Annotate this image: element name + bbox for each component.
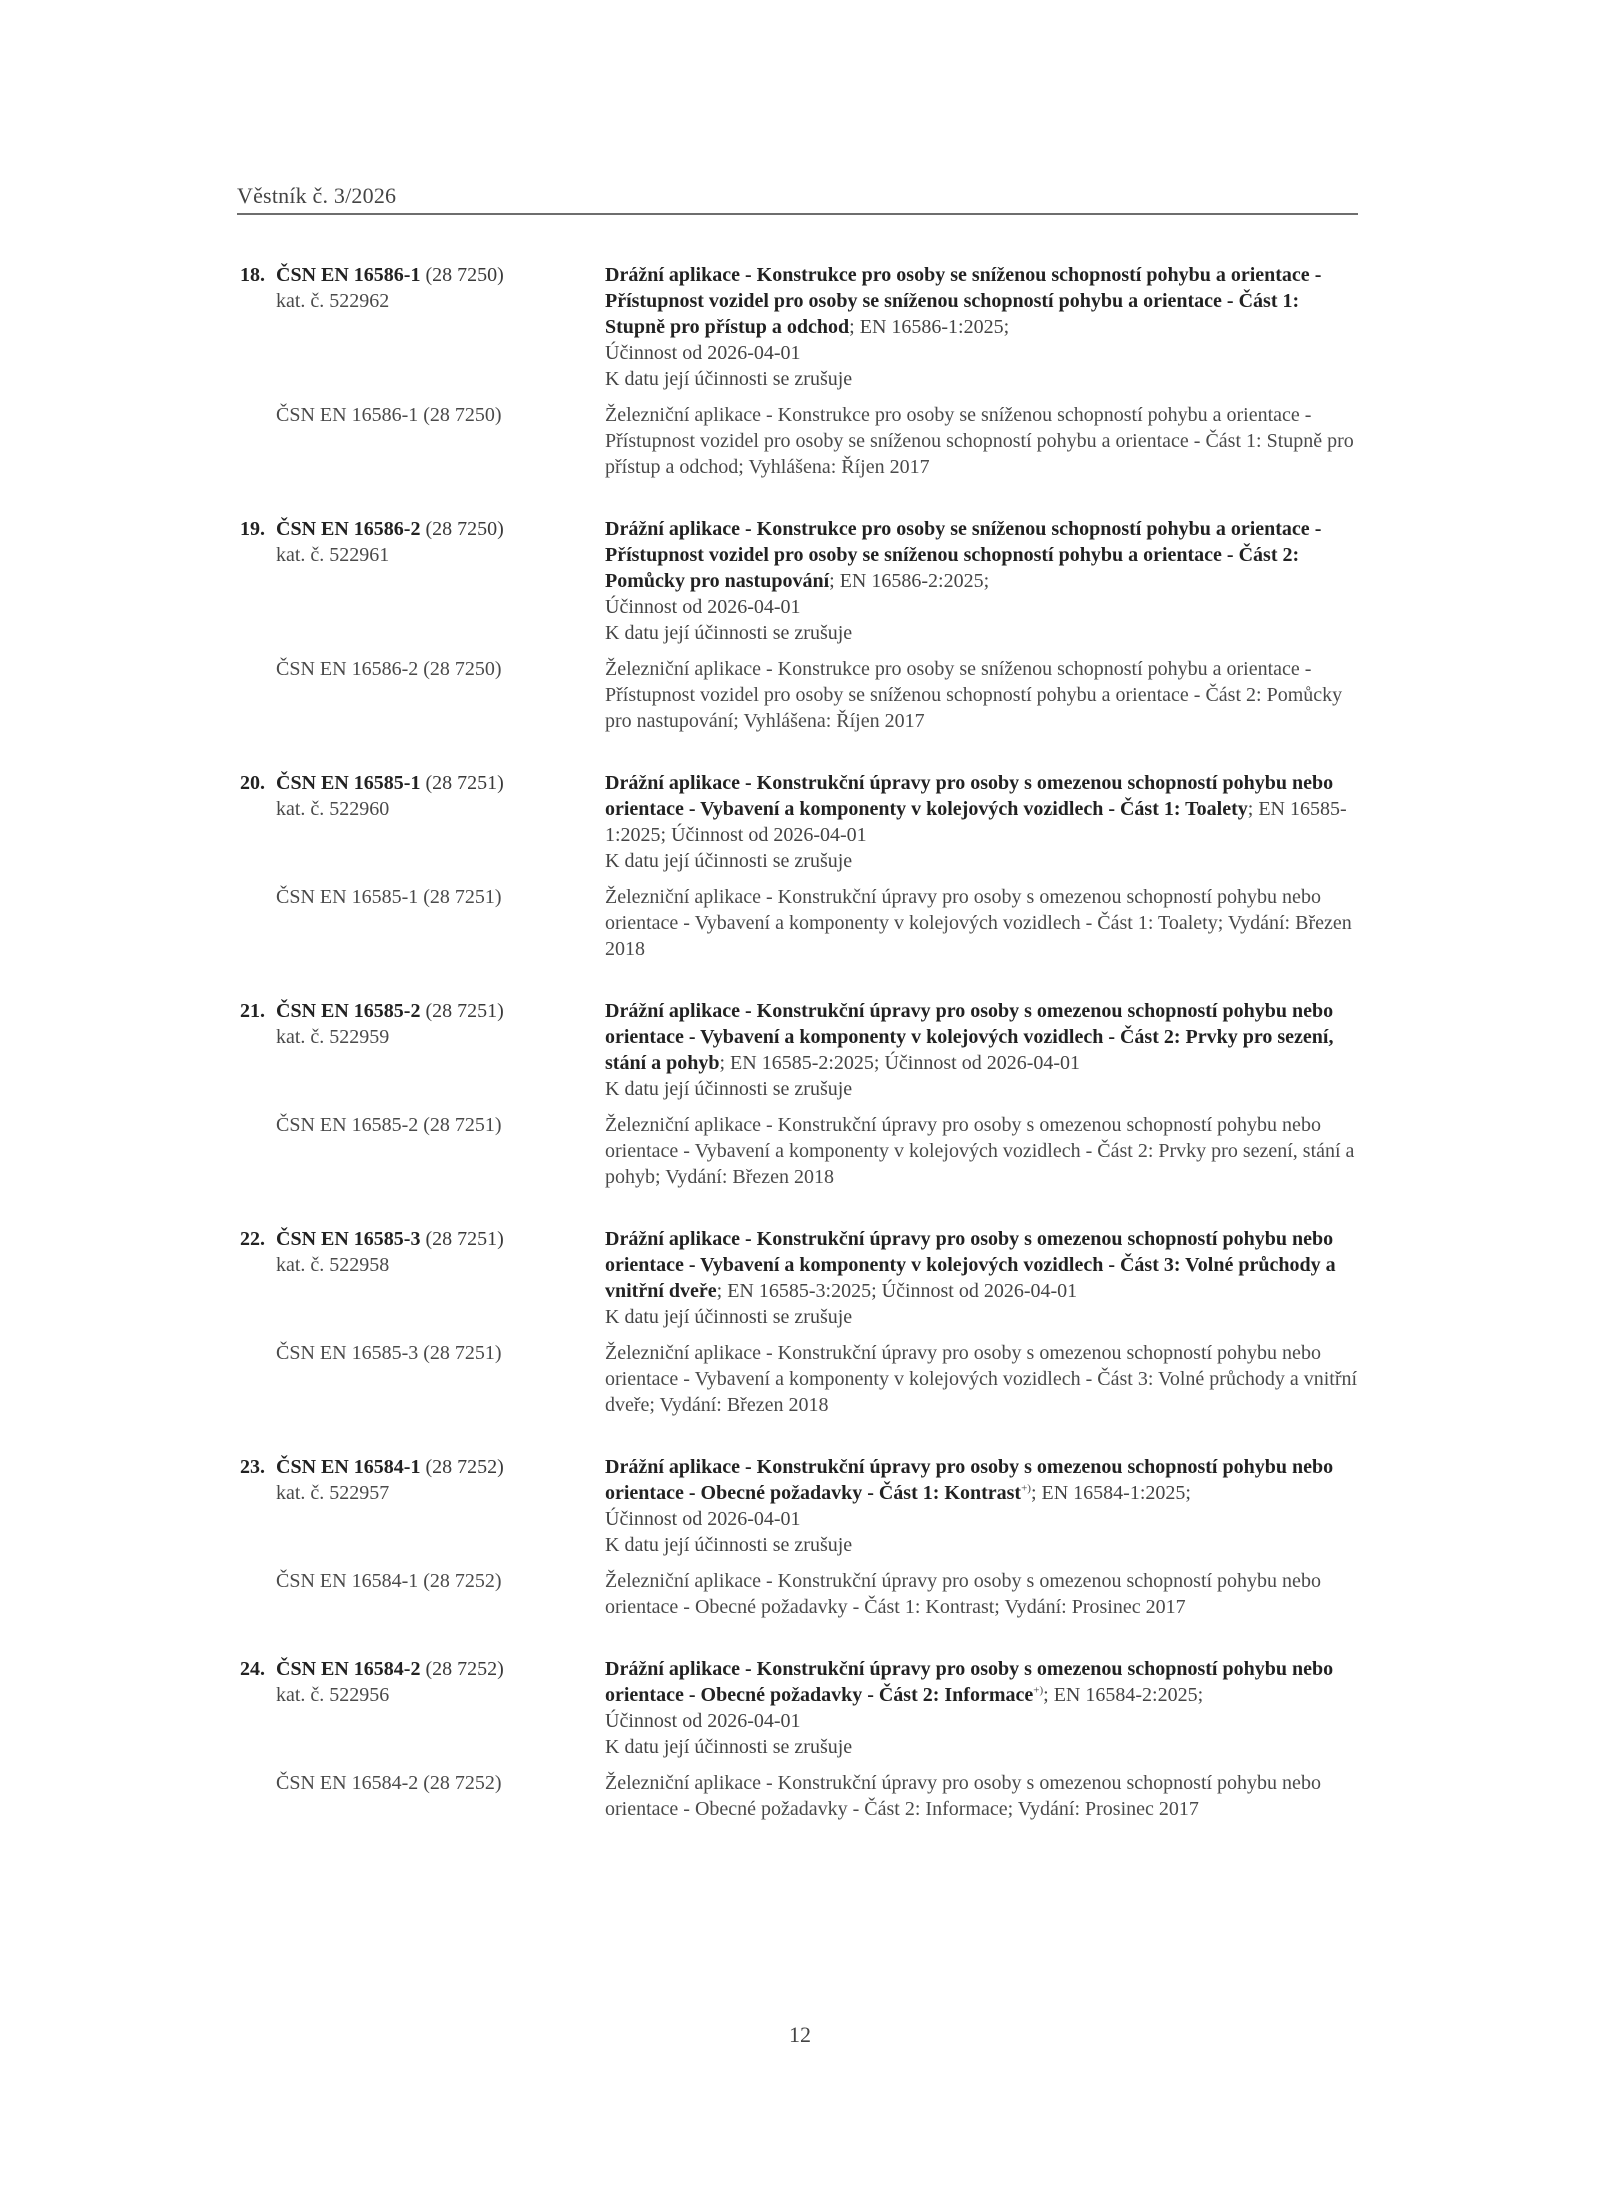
standard-class: (28 7251) <box>425 1228 504 1250</box>
standard-entry <box>240 770 1360 962</box>
standard-description <box>605 262 1360 392</box>
standard-reference: ; EN 16585-2:2025; Účinnost od 2026-04-01 <box>719 1052 1081 1074</box>
standard-code: ČSN EN 16586-2 <box>276 518 421 540</box>
effective-date: Účinnost od 2026-04-01 <box>605 342 801 364</box>
standard-identifier <box>240 770 605 874</box>
standard-description <box>605 770 1360 874</box>
standard-code: ČSN EN 16585-2 <box>276 1000 421 1022</box>
standard-code: ČSN EN 16584-1 <box>276 1456 421 1478</box>
standard-code: ČSN EN 16584-2 <box>276 1658 421 1680</box>
standard-description <box>605 1454 1360 1558</box>
effective-date: Účinnost od 2026-04-01 <box>605 1710 801 1732</box>
repeal-note: K datu její účinnosti se zrušuje <box>605 1534 853 1556</box>
footnote-marker: +) <box>1021 1482 1031 1495</box>
repeal-note: K datu její účinnosti se zrušuje <box>605 850 853 872</box>
standard-identifier <box>240 1226 605 1330</box>
footnote-marker: +) <box>1033 1684 1044 1697</box>
replaced-standard-code: ČSN EN 16586-2 (28 7250) <box>276 658 502 680</box>
replaced-standard-row <box>240 1770 1360 1822</box>
standard-description <box>605 1656 1360 1760</box>
standard-reference: ; EN 16584-1:2025; <box>1030 1482 1191 1504</box>
standard-class: (28 7251) <box>425 772 504 794</box>
standard-class: (28 7252) <box>425 1658 504 1680</box>
entry-number: 21. <box>240 1000 265 1022</box>
new-standard-row <box>240 998 1360 1102</box>
standard-entry <box>240 516 1360 734</box>
replaced-standard-code: ČSN EN 16585-2 (28 7251) <box>276 1114 502 1136</box>
standard-code: ČSN EN 16585-1 <box>276 772 421 794</box>
new-standard-row <box>240 1454 1360 1558</box>
entry-number: 23. <box>240 1456 265 1478</box>
replaced-standard-title: Železniční aplikace - Konstrukce pro osoby se sníženou schopností pohybu a orientace - Přístupnost vozidel pro osoby se sníženou schopností pohybu a orientace - Část 2: Pomůcky pro nastupování; Vyhlášena: Říjen 2017 <box>605 658 1343 732</box>
standard-title: Drážní aplikace - Konstrukční úpravy pro osoby s omezenou schopností pohybu nebo orientace - Vybavení a komponenty v kolejových vozidlech - Část 2: Prvky pro sezení, stání a pohyb <box>605 1000 1334 1074</box>
repeal-note: K datu její účinnosti se zrušuje <box>605 1306 853 1328</box>
standard-entry <box>240 1454 1360 1620</box>
standard-title: Drážní aplikace - Konstrukční úpravy pro osoby s omezenou schopností pohybu nebo orientace - Vybavení a komponenty v kolejových vozidlech - Část 1: Toalety <box>605 772 1334 820</box>
repeal-note: K datu její účinnosti se zrušuje <box>605 1078 853 1100</box>
replaced-standard-code: ČSN EN 16584-1 (28 7252) <box>276 1570 502 1592</box>
replaced-standard-row <box>240 1340 1360 1418</box>
standard-identifier <box>240 516 605 646</box>
catalog-number: kat. č. 522957 <box>276 1482 390 1504</box>
replaced-standard-code: ČSN EN 16584-2 (28 7252) <box>276 1772 502 1794</box>
catalog-number: kat. č. 522960 <box>276 798 390 820</box>
replaced-standard-code: ČSN EN 16586-1 (28 7250) <box>276 404 502 426</box>
standard-description <box>605 1226 1360 1330</box>
entry-number: 18. <box>240 264 265 286</box>
standard-identifier <box>240 1454 605 1558</box>
new-standard-row <box>240 770 1360 874</box>
replaced-standard-row <box>240 884 1360 962</box>
page-header <box>237 183 1358 215</box>
standard-code: ČSN EN 16585-3 <box>276 1228 421 1250</box>
replaced-standard-code: ČSN EN 16585-3 (28 7251) <box>276 1342 502 1364</box>
standard-entry <box>240 1226 1360 1418</box>
standard-reference: ; EN 16584-2:2025; <box>1043 1684 1204 1706</box>
standard-description <box>605 516 1360 646</box>
standard-class: (28 7250) <box>425 264 504 286</box>
new-standard-row <box>240 1226 1360 1330</box>
standard-reference: ; EN 16586-1:2025; <box>849 316 1010 338</box>
replaced-standard-row <box>240 1112 1360 1190</box>
new-standard-row <box>240 1656 1360 1760</box>
replaced-standard-row <box>240 1568 1360 1620</box>
standard-class: (28 7252) <box>425 1456 504 1478</box>
standard-title: Drážní aplikace - Konstrukční úpravy pro osoby s omezenou schopností pohybu nebo orientace - Obecné požadavky - Část 1: Kontrast <box>605 1456 1334 1504</box>
replaced-standard-title: Železniční aplikace - Konstrukční úpravy pro osoby s omezenou schopností pohybu nebo orientace - Obecné požadavky - Část 1: Kontrast; Vydání: Prosinec 2017 <box>605 1570 1321 1618</box>
catalog-number: kat. č. 522958 <box>276 1254 390 1276</box>
repeal-note: K datu její účinnosti se zrušuje <box>605 368 853 390</box>
replaced-standard-title: Železniční aplikace - Konstrukční úpravy pro osoby s omezenou schopností pohybu nebo orientace - Vybavení a komponenty v kolejových vozidlech - Část 2: Prvky pro sezení, stání a pohyb; Vydání: Březen 2018 <box>605 1114 1355 1188</box>
standard-class: (28 7250) <box>425 518 504 540</box>
standard-title: Drážní aplikace - Konstrukční úpravy pro osoby s omezenou schopností pohybu nebo orientace - Vybavení a komponenty v kolejových vozidlech - Část 3: Volné průchody a vnitřní dveře <box>605 1228 1336 1302</box>
standard-identifier <box>240 262 605 392</box>
new-standard-row <box>240 516 1360 646</box>
standard-identifier <box>240 998 605 1102</box>
replaced-standard-title: Železniční aplikace - Konstrukce pro osoby se sníženou schopností pohybu a orientace - Přístupnost vozidel pro osoby se sníženou schopností pohybu a orientace - Část 1: Stupně pro přístup a odchod; Vyhlášena: Říjen 2017 <box>605 404 1354 478</box>
standard-identifier <box>240 1656 605 1760</box>
entry-number: 24. <box>240 1658 265 1680</box>
standard-title: Drážní aplikace - Konstrukční úpravy pro osoby s omezenou schopností pohybu nebo orientace - Obecné požadavky - Část 2: Informace <box>605 1658 1334 1706</box>
entry-number: 22. <box>240 1228 265 1250</box>
standards-list <box>240 262 1360 1858</box>
entry-number: 19. <box>240 518 265 540</box>
page-number: 12 <box>789 2022 811 2047</box>
effective-date: Účinnost od 2026-04-01 <box>605 596 801 618</box>
replaced-standard-title: Železniční aplikace - Konstrukční úpravy pro osoby s omezenou schopností pohybu nebo orientace - Vybavení a komponenty v kolejových vozidlech - Část 3: Volné průchody a vnitřní dveře; Vydání: Březen 2018 <box>605 1342 1358 1416</box>
standard-entry <box>240 998 1360 1190</box>
effective-date: Účinnost od 2026-04-01 <box>605 1508 801 1530</box>
entry-number: 20. <box>240 772 265 794</box>
replaced-standard-code: ČSN EN 16585-1 (28 7251) <box>276 886 502 908</box>
replaced-standard-row <box>240 656 1360 734</box>
catalog-number: kat. č. 522961 <box>276 544 390 566</box>
catalog-number: kat. č. 522956 <box>276 1684 390 1706</box>
catalog-number: kat. č. 522962 <box>276 290 390 312</box>
bulletin-title: Věstník č. 3/2026 <box>237 183 397 208</box>
repeal-note: K datu její účinnosti se zrušuje <box>605 1736 853 1758</box>
replaced-standard-title: Železniční aplikace - Konstrukční úpravy pro osoby s omezenou schopností pohybu nebo orientace - Vybavení a komponenty v kolejových vozidlech - Část 1: Toalety; Vydání: Březen 2018 <box>605 886 1352 960</box>
repeal-note: K datu její účinnosti se zrušuje <box>605 622 853 644</box>
new-standard-row <box>240 262 1360 392</box>
standard-title: Drážní aplikace - Konstrukce pro osoby se sníženou schopností pohybu a orientace - Přístupnost vozidel pro osoby se sníženou schopností pohybu a orientace - Část 2: Pomůcky pro nastupování <box>605 518 1322 592</box>
standard-reference: ; EN 16585-3:2025; Účinnost od 2026-04-01 <box>716 1280 1078 1302</box>
standard-title: Drážní aplikace - Konstrukce pro osoby se sníženou schopností pohybu a orientace - Přístupnost vozidel pro osoby se sníženou schopností pohybu a orientace - Část 1: Stupně pro přístup a odchod <box>605 264 1322 338</box>
standard-entry <box>240 262 1360 480</box>
standard-entry <box>240 1656 1360 1822</box>
standard-reference: ; EN 16585-1:2025; Účinnost od 2026-04-01 <box>605 798 1347 846</box>
standard-description <box>605 998 1360 1102</box>
standard-code: ČSN EN 16586-1 <box>276 264 421 286</box>
replaced-standard-row <box>240 402 1360 480</box>
catalog-number: kat. č. 522959 <box>276 1026 390 1048</box>
standard-reference: ; EN 16586-2:2025; <box>829 570 990 592</box>
standard-class: (28 7251) <box>425 1000 504 1022</box>
replaced-standard-title: Železniční aplikace - Konstrukční úpravy pro osoby s omezenou schopností pohybu nebo orientace - Obecné požadavky - Část 2: Informace; Vydání: Prosinec 2017 <box>605 1772 1321 1820</box>
